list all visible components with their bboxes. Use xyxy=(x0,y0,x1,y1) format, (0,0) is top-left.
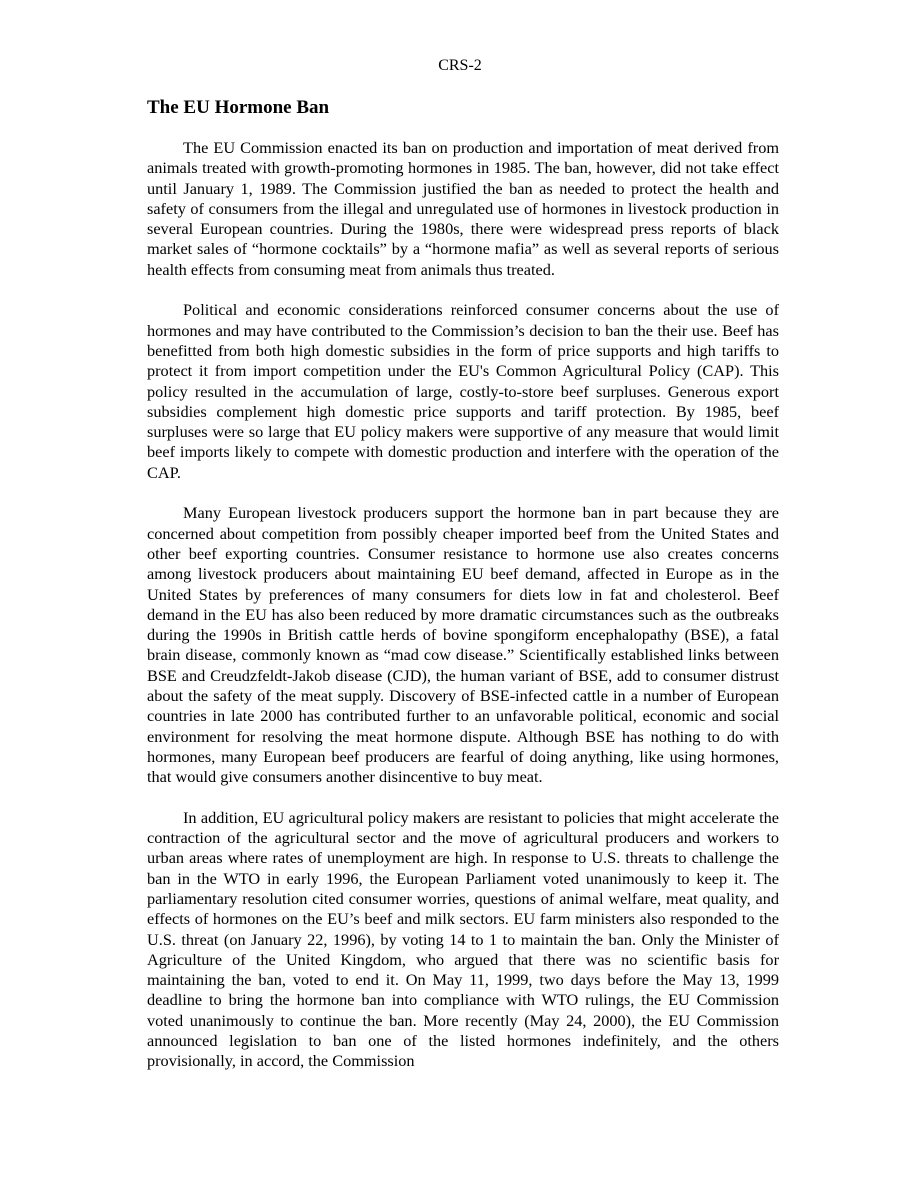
page-header: CRS-2 xyxy=(438,57,482,74)
paragraph-producer-concerns: Many European livestock producers support the hormone ban in part because they are concerned about competition from possibly cheaper imported beef from the United States and other beef exporting countries. Consumer resistance to hormone use also creates concerns among livestock producers about maintaining EU beef demand, affected in Europe as in the United States by preferences of many consumers for diets low in fat and cholesterol. Beef demand in the EU has also been reduced by more dramatic circumstances such as the outbreaks during the 1990s in British cattle herds of bovine spongiform encephalopathy (BSE), a fatal brain disease, commonly known as “mad cow disease.” Scientifically established links between BSE and Creudzfeldt-Jakob disease (CJD), the human variant of BSE, add to consumer distrust about the safety of the meat supply. Discovery of BSE-infected cattle in a number of European countries in late 2000 has contributed further to an unfavorable political, economic and social environment for resolving the meat hormone dispute. Although BSE has nothing to do with hormones, many European beef producers are fearful of doing anything, like using hormones, that would give consumers another disincentive to buy meat. xyxy=(147,503,779,787)
section-title: The EU Hormone Ban xyxy=(147,97,330,118)
paragraph-political-economic: Political and economic considerations reinforced consumer concerns about the use of hormones and may have contributed to the Commission’s decision to ban the their use. Beef has benefitted from both high domestic subsidies in the form of price supports and high tariffs to protect it from import competition under the EU's Common Agricultural Policy (CAP). This policy resulted in the accumulation of large, costly-to-store beef surpluses. Generous export subsidies complement high domestic price supports and tariff protection. By 1985, beef surpluses were so large that EU policy makers were supportive of any measure that would limit beef imports likely to compete with domestic production and interfere with the operation of the CAP. xyxy=(147,300,779,482)
paragraph-origin-of-ban: The EU Commission enacted its ban on production and importation of meat derived from animals treated with growth-promoting hormones in 1985. The ban, however, did not take effect until January 1, 1989. The Commission justified the ban as needed to protect the health and safety of consumers from the illegal and unregulated use of hormones in livestock production in several European countries. During the 1980s, there were widespread press reports of black market sales of “hormone cocktails” by a “hormone mafia” as well as several reports of serious health effects from consuming meat from animals thus treated. xyxy=(147,138,779,279)
paragraph-policy-responses: In addition, EU agricultural policy makers are resistant to policies that might accelerate the contraction of the agricultural sector and the move of agricultural producers and workers to urban areas where rates of unemployment are high. In response to U.S. threats to challenge the ban in the WTO in early 1996, the European Parliament voted unanimously to keep it. The parliamentary resolution cited consumer worries, questions of animal welfare, meat quality, and effects of hormones on the EU’s beef and milk sectors. EU farm ministers also responded to the U.S. threat (on January 22, 1996), by voting 14 to 1 to maintain the ban. Only the Minister of Agriculture of the United Kingdom, who argued that there was no scientific basis for maintaining the ban, voted to end it. On May 11, 1999, two days before the May 13, 1999 deadline to bring the hormone ban into compliance with WTO rulings, the EU Commission voted unanimously to continue the ban. More recently (May 24, 2000), the EU Commission announced legislation to ban one of the listed hormones indefinitely, and the others provisionally, in accord, the Commission xyxy=(147,807,779,1071)
body-text xyxy=(147,138,779,1092)
